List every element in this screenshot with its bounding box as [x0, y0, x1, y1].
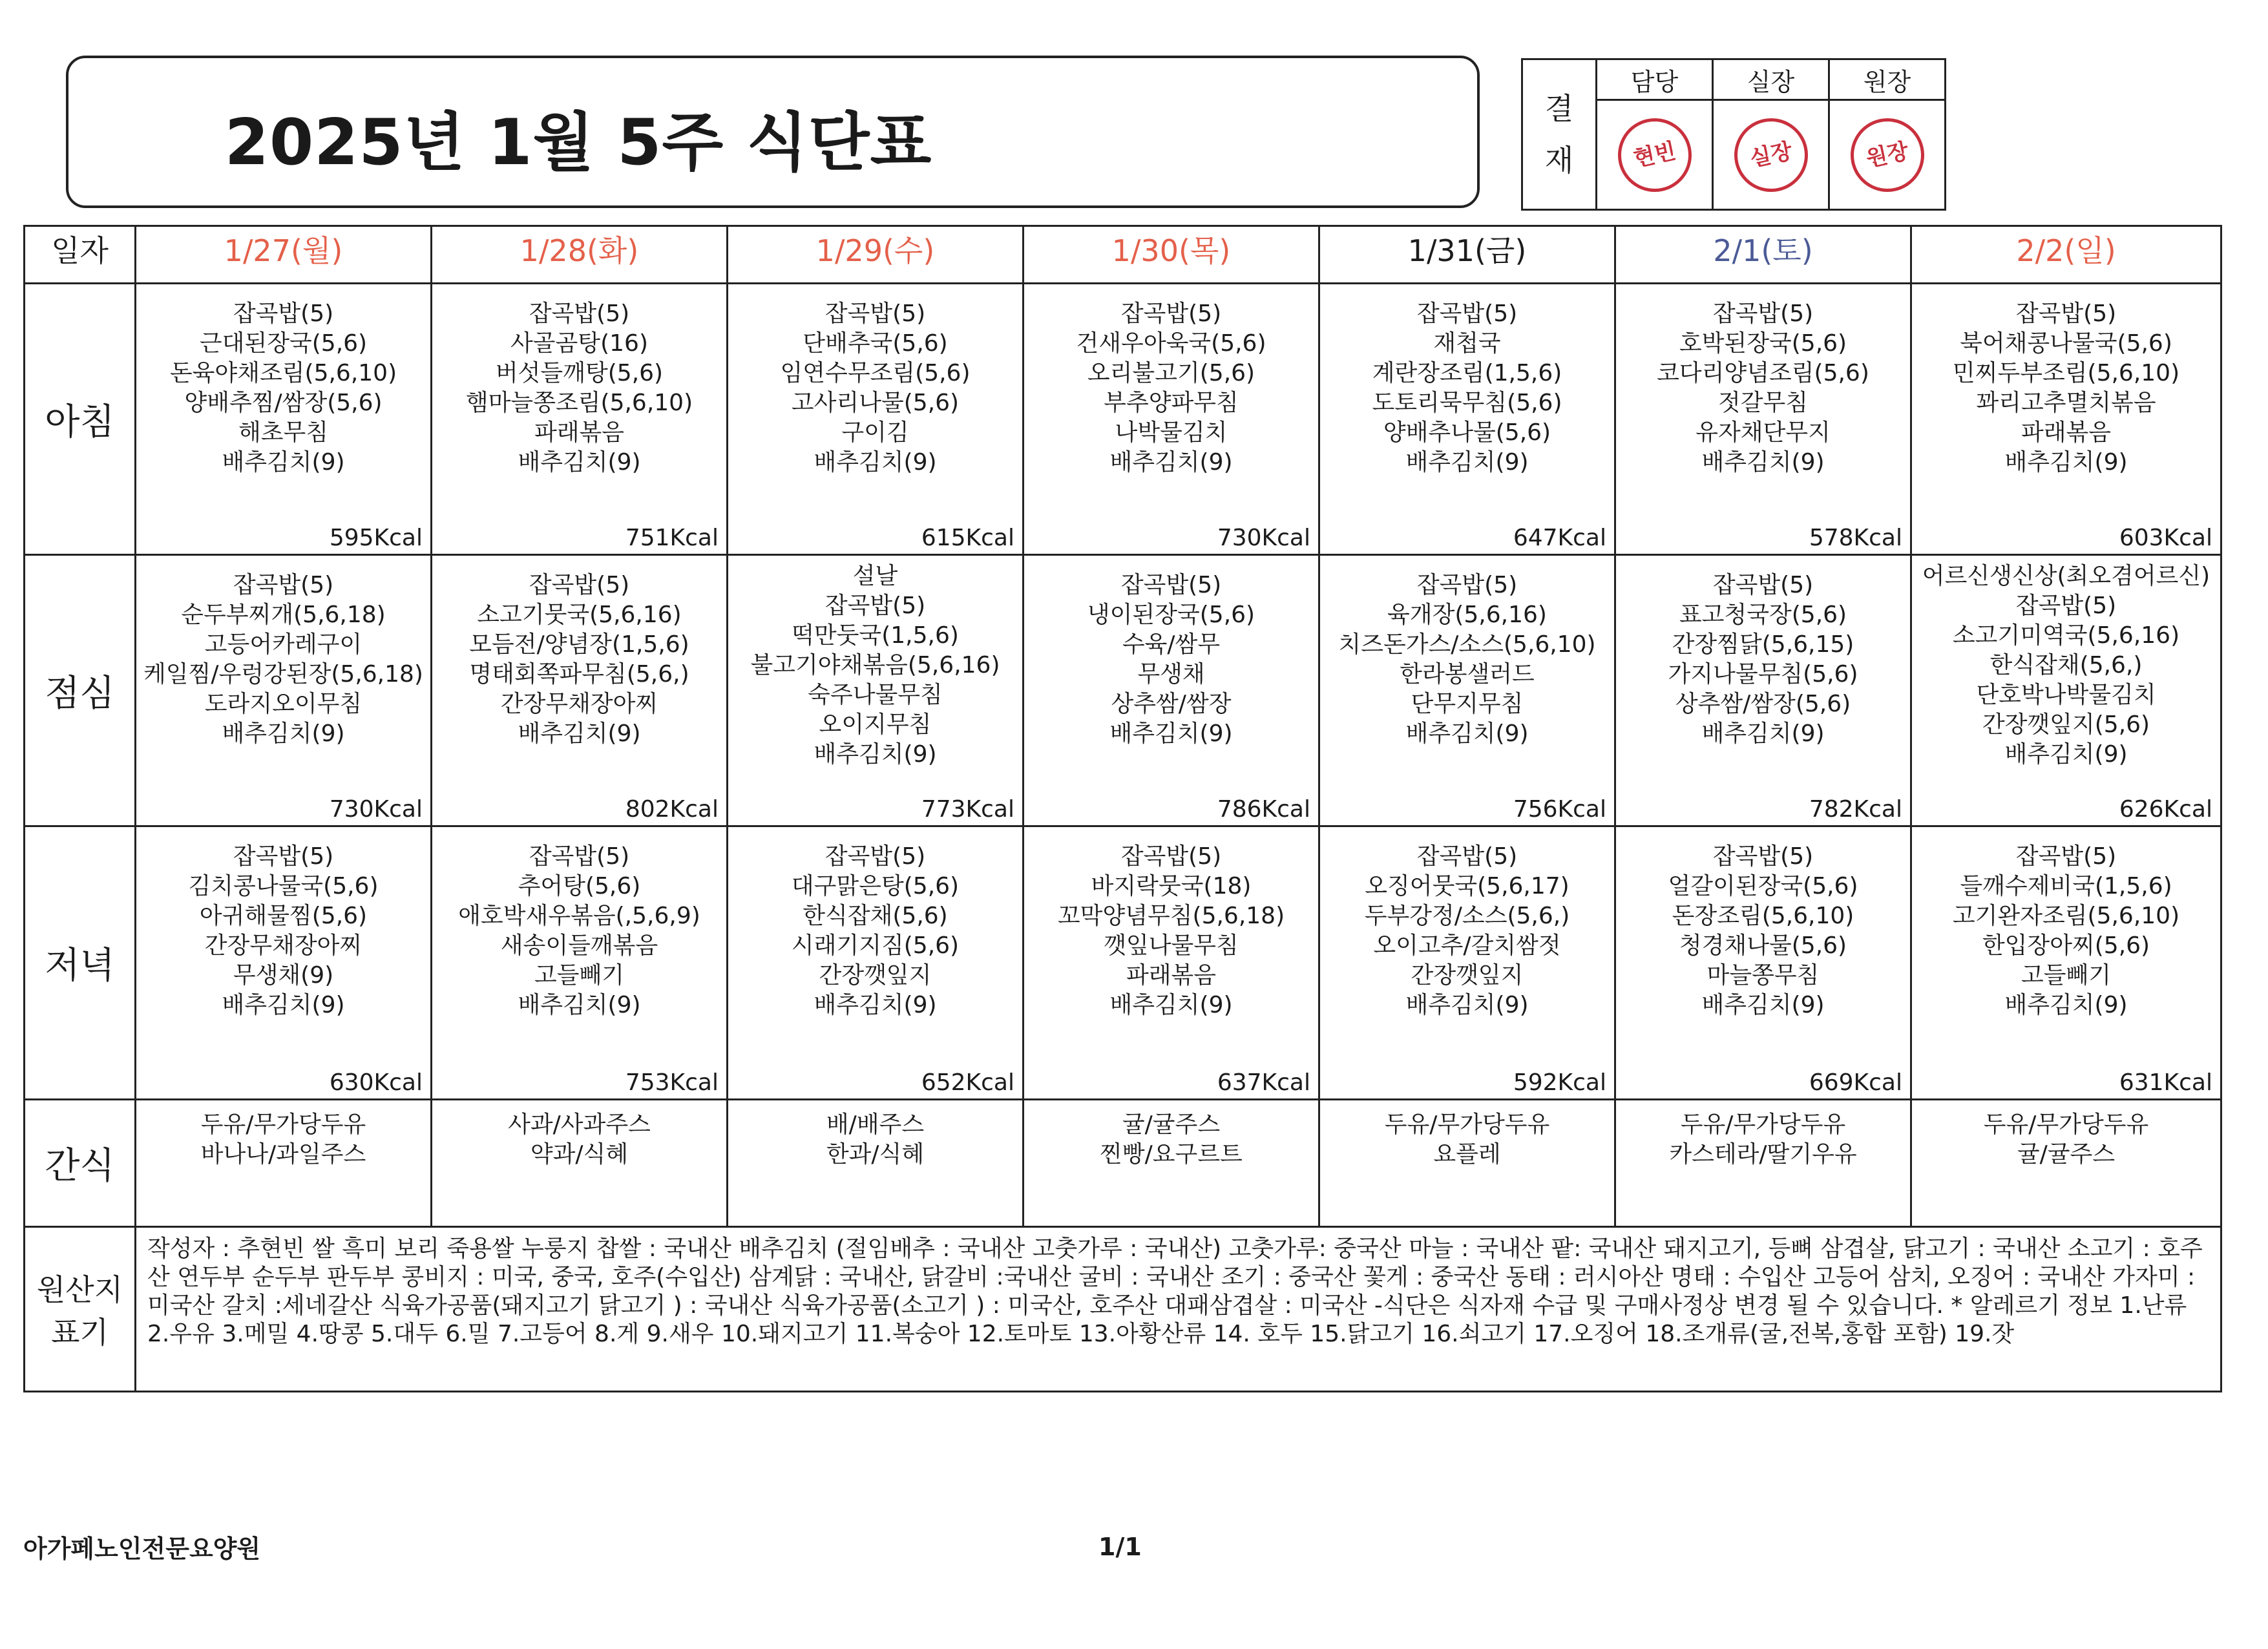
page-title: 2025년 1월 5주 식단표 [224, 106, 932, 180]
menu-cell [1024, 1100, 1319, 1227]
menu-items: 잡곡밥(5) 근대된장국(5,6) 돈육야채조림(5,6,10) 양배추찜/쌈장(5,6) 해초무침 배추김치(9) [169, 300, 397, 476]
menu-cell [136, 555, 432, 826]
menu-cell [136, 826, 432, 1100]
approval-label-bottom: 재 [1544, 143, 1574, 178]
title-box [66, 56, 1480, 208]
day-header: 1/27(월) [136, 226, 432, 284]
menu-cell [1319, 284, 1615, 555]
dinner-row [25, 826, 2221, 1100]
menu-cell [1911, 555, 2221, 826]
kcal-value: 631Kcal [2119, 1069, 2212, 1096]
kcal-value: 647Kcal [1513, 525, 1606, 551]
approval-label [1522, 59, 1597, 210]
breakfast-label: 아침 [25, 284, 136, 555]
kcal-value: 802Kcal [625, 796, 719, 823]
menu-table [23, 225, 2222, 1392]
origin-row [25, 1227, 2221, 1392]
menu-cell [1615, 555, 1911, 826]
seal-stamp-director: 원장 [1843, 111, 1931, 198]
origin-cell [136, 1227, 2221, 1392]
kcal-value: 730Kcal [329, 796, 423, 823]
menu-cell [432, 284, 728, 555]
approval-stamp-cell-director [1829, 100, 1946, 210]
kcal-value: 753Kcal [625, 1069, 719, 1096]
kcal-value: 652Kcal [921, 1069, 1014, 1096]
menu-items: 잡곡밥(5) 얼갈이된장국(5,6) 돈장조림(5,6,10) 청경채나물(5,6) 마늘쫑무침 배추김치(9) [1668, 843, 1858, 1018]
kcal-value: 603Kcal [2119, 525, 2212, 551]
snack-row [25, 1100, 2221, 1227]
menu-items: 잡곡밥(5) 대구맑은탕(5,6) 한식잡채(5,6) 시래기지짐(5,6) 간장깻잎지 배추김치(9) [791, 843, 960, 1018]
menu-items: 두유/무가당두유 카스테라/딸기우유 [1669, 1111, 1857, 1168]
day-header: 1/29(수) [728, 226, 1024, 284]
menu-cell [432, 555, 728, 826]
menu-items: 잡곡밥(5) 표고청국장(5,6) 간장찜닭(5,6,15) 가지나물무침(5,6) 상추쌈/쌈장(5,6) 배추김치(9) [1668, 572, 1858, 747]
menu-cell [1911, 284, 2221, 555]
dinner-label: 저녁 [25, 826, 136, 1100]
day-header: 1/31(금) [1319, 226, 1615, 284]
kcal-value: 615Kcal [921, 525, 1014, 551]
menu-items: 잡곡밥(5) 호박된장국(5,6) 코다리양념조림(5,6) 젓갈무침 유자채단무지 배추김치(9) [1657, 300, 1869, 476]
page-number: 1/1 [1098, 1533, 1142, 1561]
day-header: 2/2(일) [1911, 226, 2221, 284]
menu-cell [1615, 284, 1911, 555]
menu-cell [1615, 1100, 1911, 1227]
lunch-row [25, 555, 2221, 826]
seal-stamp-staff: 현빈 [1611, 111, 1698, 198]
menu-items: 잡곡밥(5) 오징어뭇국(5,6,17) 두부강정/소스(5,6,) 오이고추/갈치쌈젓 간장깻잎지 배추김치(9) [1364, 843, 1570, 1018]
breakfast-row [25, 284, 2221, 555]
date-header-row [25, 226, 2221, 284]
menu-cell [1319, 555, 1615, 826]
kcal-value: 630Kcal [329, 1069, 423, 1096]
kcal-value: 756Kcal [1513, 796, 1606, 823]
menu-items: 배/배주스 한과/식혜 [826, 1111, 925, 1168]
kcal-value: 751Kcal [625, 525, 719, 551]
menu-items: 두유/무가당두유 귤/귤주스 [1983, 1111, 2149, 1168]
approval-header-staff: 담당 [1597, 59, 1713, 100]
menu-items: 설날 잡곡밥(5) 떡만둣국(1,5,6) 불고기야채볶음(5,6,16) 숙주나물무침 오이지무침 배추김치(9) [750, 563, 1000, 768]
menu-items: 사과/사과주스 약과/식혜 [508, 1111, 651, 1168]
menu-items: 잡곡밥(5) 추어탕(5,6) 애호박새우볶음(,5,6,9) 새송이들깨볶음 고들빼기 배추김치(9) [458, 843, 700, 1018]
kcal-value: 730Kcal [1217, 525, 1310, 551]
kcal-value: 782Kcal [1809, 796, 1902, 823]
kcal-value: 637Kcal [1217, 1069, 1310, 1096]
kcal-value: 669Kcal [1809, 1069, 1902, 1096]
menu-items: 두유/무가당두유 바나나/과일주스 [200, 1111, 366, 1168]
menu-items: 귤/귤주스 찐빵/요구르트 [1100, 1111, 1243, 1168]
kcal-value: 592Kcal [1513, 1069, 1606, 1096]
menu-cell [1615, 826, 1911, 1100]
menu-cell [1319, 1100, 1615, 1227]
kcal-value: 786Kcal [1217, 796, 1310, 823]
date-label: 일자 [25, 226, 136, 284]
approval-stamp-cell-manager [1713, 100, 1829, 210]
menu-cell [728, 1100, 1024, 1227]
menu-cell [1319, 826, 1615, 1100]
menu-items: 잡곡밥(5) 단배추국(5,6) 임연수무조림(5,6) 고사리나물(5,6) 구이김 배추김치(9) [780, 300, 971, 476]
seal-stamp-manager: 실장 [1727, 111, 1814, 198]
menu-cell [1024, 826, 1319, 1100]
menu-cell [1024, 284, 1319, 555]
menu-items: 잡곡밥(5) 김치콩나물국(5,6) 아귀해물찜(5,6) 간장무채장아찌 무생채(9) 배추김치(9) [188, 843, 379, 1018]
menu-cell [728, 555, 1024, 826]
menu-items: 잡곡밥(5) 바지락뭇국(18) 꼬막양념무침(5,6,18) 깻잎나물무침 파래볶음 배추김치(9) [1057, 843, 1285, 1018]
organization-name: 아가페노인전문요양원 [23, 1535, 261, 1563]
menu-cell [728, 826, 1024, 1100]
approval-box [1521, 58, 1946, 211]
menu-items: 잡곡밥(5) 건새우아욱국(5,6) 오리불고기(5,6) 부추양파무침 나박물김치 배추김치(9) [1076, 300, 1266, 476]
origin-text: 작성자 : 추현빈 쌀 흑미 보리 죽용쌀 누룽지 찹쌀 : 국내산 배추김치 (절임배추 : 국내산 고춧가루 : 국내산) 고춧가루: 중국산 마늘 : 국내산 팥: 국내산 돼지고기, 등뼈 삼겹살, 닭고기 : 국내산 소고기 : 호주산 연두부 순두부 판두부 콩비지 : 미국, 중국, 호주(수입산) 삼계닭 : 국내산, 닭갈비 :국내산 굴비 : 국내산 조기 : 중국산 꽃게 : 중국산 동태 : 러시아산 명태 : 수입산 고등어 삼치, 오징어 : 국내산 가자미 : 미국산 갈치 :세네갈산 식육가공품(돼지고기 닭고기 ) : 국내산 식육가공품(소고기 ) : 미국산, 호주산 대패삼겹살 : 미국산 -식단은 식자재 수급 및 구매사정상 변경 될 수 있습니다. * 알레르기 정보 1.난류 2.우유 3.메밀 4.땅콩 5.대두 6.밀 7.고등어 8.게 9.새우 10.돼지고기 11.복숭아 12.토마토 13.아황산류 14. 호두 15.닭고기 16.쇠고기 17.오징어 18.조개류(굴,전복,홍합 포함) 19.잣 [147, 1235, 2203, 1347]
menu-cell [136, 284, 432, 555]
menu-items: 잡곡밥(5) 냉이된장국(5,6) 수육/쌈무 무생채 상추쌈/쌈장 배추김치(9) [1087, 572, 1255, 747]
menu-cell [728, 284, 1024, 555]
day-header: 2/1(토) [1615, 226, 1911, 284]
menu-cell [1911, 1100, 2221, 1227]
menu-items: 두유/무가당두유 요플레 [1384, 1111, 1550, 1168]
menu-items: 잡곡밥(5) 재첩국 계란장조림(1,5,6) 도토리묵무침(5,6) 양배추나물(5,6) 배추김치(9) [1372, 300, 1562, 476]
menu-cell [1024, 555, 1319, 826]
approval-label-top: 결 [1544, 91, 1574, 126]
approval-header-manager: 실장 [1713, 59, 1829, 100]
menu-cell [432, 1100, 728, 1227]
snack-label: 간식 [25, 1100, 136, 1227]
menu-items: 잡곡밥(5) 사골곰탕(16) 버섯들깨탕(5,6) 햄마늘쫑조림(5,6,10) 파래볶음 배추김치(9) [465, 300, 693, 476]
menu-cell [432, 826, 728, 1100]
menu-items: 잡곡밥(5) 들깨수제비국(1,5,6) 고기완자조림(5,6,10) 한입장아찌(5,6) 고들빼기 배추김치(9) [1952, 843, 2180, 1018]
menu-cell [1911, 826, 2221, 1100]
menu-items: 잡곡밥(5) 순두부찌개(5,6,18) 고등어카레구이 케일찜/우렁강된장(5,6,18) 도라지오이무침 배추김치(9) [143, 572, 423, 747]
approval-header-director: 원장 [1829, 59, 1946, 100]
menu-cell [136, 1100, 432, 1227]
menu-items: 어르신생신상(최오겸어르신) 잡곡밥(5) 소고기미역국(5,6,16) 한식잡채(5,6,) 단호박나박물김치 간장깻잎지(5,6) 배추김치(9) [1922, 563, 2210, 768]
kcal-value: 578Kcal [1809, 525, 1902, 551]
menu-items: 잡곡밥(5) 북어채콩나물국(5,6) 민찌두부조림(5,6,10) 꽈리고추멸치볶음 파래볶음 배추김치(9) [1952, 300, 2180, 476]
day-header: 1/28(화) [432, 226, 728, 284]
menu-items: 잡곡밥(5) 소고기뭇국(5,6,16) 모듬전/양념장(1,5,6) 명태회쪽파무침(5,6,) 간장무채장아찌 배추김치(9) [469, 572, 689, 747]
approval-stamp-cell-staff [1597, 100, 1713, 210]
lunch-label: 점심 [25, 555, 136, 826]
kcal-value: 773Kcal [921, 796, 1014, 823]
day-header: 1/30(목) [1024, 226, 1319, 284]
kcal-value: 595Kcal [329, 525, 423, 551]
origin-label: 원산지 표기 [25, 1227, 136, 1392]
kcal-value: 626Kcal [2119, 796, 2212, 823]
menu-items: 잡곡밥(5) 육개장(5,6,16) 치즈돈가스/소스(5,6,10) 한라봉샐러드 단무지무침 배추김치(9) [1338, 572, 1596, 747]
